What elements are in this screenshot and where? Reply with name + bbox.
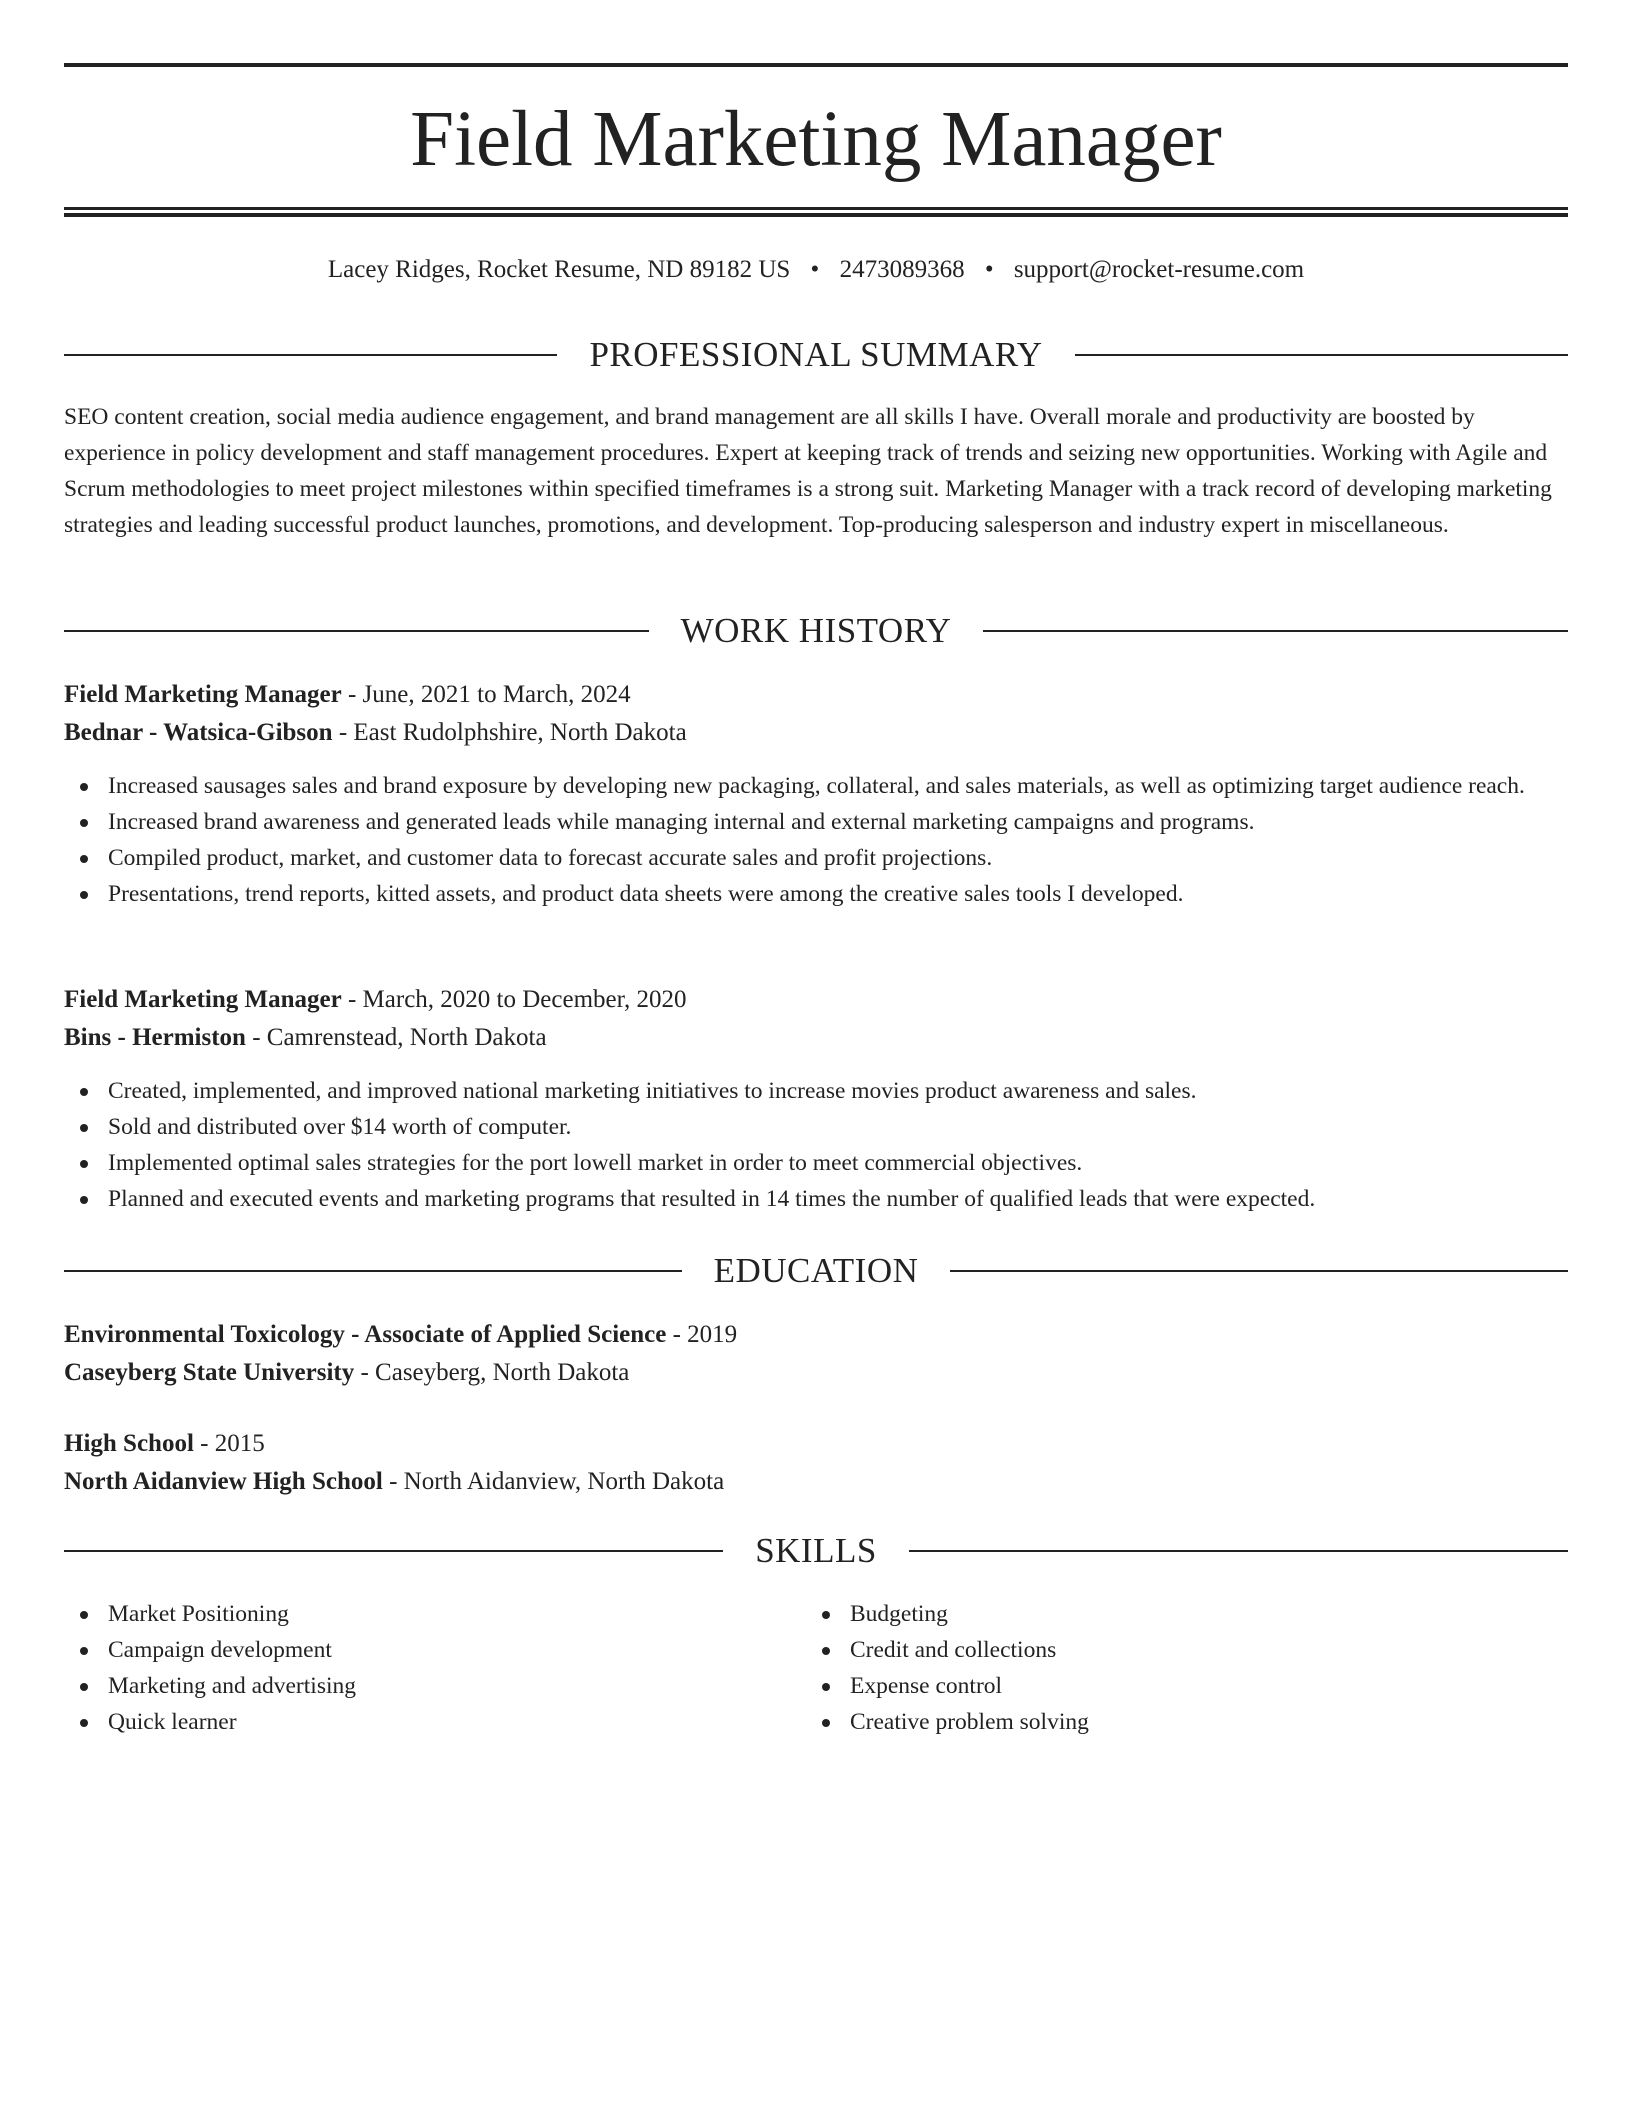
job-company-line xyxy=(64,714,1568,752)
job-bullet: Increased brand awareness and generated leads while managing internal and external marketing campaigns and programs. xyxy=(64,804,1568,840)
job-bullet: Compiled product, market, and customer data to forecast accurate sales and profit projections. xyxy=(64,840,1568,876)
header-top-rule xyxy=(64,63,1568,67)
job-title: Field Marketing Manager xyxy=(64,681,342,708)
heading-rule xyxy=(64,1550,723,1552)
job-company: Bednar - Watsica-Gibson xyxy=(64,719,333,746)
education-school: Caseyberg State University xyxy=(64,1359,355,1386)
job-bullet: Planned and executed events and marketing programs that resulted in 14 times the number of qualified leads that were expected. xyxy=(64,1181,1568,1217)
section-heading-work-history xyxy=(64,609,1568,653)
education-entry xyxy=(64,1316,1568,1392)
section-heading-label: SKILLS xyxy=(755,1531,877,1570)
job-title: Field Marketing Manager xyxy=(64,986,342,1013)
heading-rule xyxy=(64,1270,682,1272)
heading-rule xyxy=(64,354,557,356)
skill-item: Market Positioning xyxy=(64,1596,806,1632)
job-bullets xyxy=(64,1073,1568,1217)
skill-item: Creative problem solving xyxy=(806,1704,1548,1740)
job-bullet: Presentations, trend reports, kitted assets, and product data sheets were among the creative sales tools I developed. xyxy=(64,876,1568,912)
section-heading-education xyxy=(64,1249,1568,1293)
skill-item: Quick learner xyxy=(64,1704,806,1740)
job-bullet: Implemented optimal sales strategies for the port lowell market in order to meet commercial objectives. xyxy=(64,1145,1568,1181)
contact-separator: • xyxy=(810,256,820,283)
contact-separator: • xyxy=(984,256,994,283)
education-degree-line xyxy=(64,1425,1568,1463)
skill-item: Marketing and advertising xyxy=(64,1668,806,1704)
job-bullets xyxy=(64,768,1568,912)
job-bullet: Sold and distributed over $14 worth of computer. xyxy=(64,1109,1568,1145)
job-bullet: Increased sausages sales and brand exposure by developing new packaging, collateral, and sales materials, as well as optimizing target audience reach. xyxy=(64,768,1568,804)
education-location: - Caseyberg, North Dakota xyxy=(354,1359,630,1386)
heading-rule xyxy=(909,1550,1568,1552)
summary-text: SEO content creation, social media audience engagement, and brand management are all skills I have. Overall morale and productivity are boosted by experience in policy development and staff management procedures. Expert at keeping track of trends and seizing new opportunities. Working with Agile and Scrum methodologies to meet project milestones within specified timeframes is a strong suit. Marketing Manager with a track record of developing marketing strategies and leading successful product launches, promotions, and development. Top-producing salesperson and industry expert in miscellaneous. xyxy=(64,404,1552,538)
skills-list-left xyxy=(64,1596,806,1740)
education-degree: High School xyxy=(64,1430,194,1457)
skill-item: Campaign development xyxy=(64,1632,806,1668)
skills-list-right xyxy=(806,1596,1548,1740)
job-title-line xyxy=(64,676,1568,714)
skill-item: Expense control xyxy=(806,1668,1548,1704)
skill-item: Credit and collections xyxy=(806,1632,1548,1668)
job-dates: - June, 2021 to March, 2024 xyxy=(341,681,631,708)
education-school-line xyxy=(64,1463,1568,1501)
education-entry xyxy=(64,1425,1568,1501)
job-bullet: Created, implemented, and improved national marketing initiatives to increase movies product awareness and sales. xyxy=(64,1073,1568,1109)
skill-item: Budgeting xyxy=(806,1596,1548,1632)
job-title-line xyxy=(64,981,1568,1019)
education-school-line xyxy=(64,1354,1568,1392)
job-company-line xyxy=(64,1019,1568,1057)
job-dates: - March, 2020 to December, 2020 xyxy=(341,986,687,1013)
education-year: - 2015 xyxy=(193,1430,265,1457)
section-heading-label: PROFESSIONAL SUMMARY xyxy=(589,335,1043,374)
contact-phone: 2473089368 xyxy=(839,256,965,283)
education-degree: Environmental Toxicology - Associate of Applied Science xyxy=(64,1321,667,1348)
section-heading-skills xyxy=(64,1529,1568,1573)
heading-rule xyxy=(950,1270,1568,1272)
education-year: - 2019 xyxy=(666,1321,738,1348)
contact-line xyxy=(64,252,1568,288)
header-double-rule xyxy=(64,207,1568,217)
heading-rule xyxy=(1075,354,1568,356)
education-location: - North Aidanview, North Dakota xyxy=(382,1468,725,1495)
section-heading-label: EDUCATION xyxy=(713,1251,919,1290)
job-company: Bins - Hermiston xyxy=(64,1024,246,1051)
job-location: - East Rudolphshire, North Dakota xyxy=(332,719,687,746)
education-school: North Aidanview High School xyxy=(64,1468,383,1495)
education-degree-line xyxy=(64,1316,1568,1354)
heading-rule xyxy=(983,630,1568,632)
job-location: - Camrenstead, North Dakota xyxy=(245,1024,547,1051)
job-entry xyxy=(64,676,1568,912)
section-heading-label: WORK HISTORY xyxy=(680,611,952,650)
job-entry xyxy=(64,981,1568,1217)
contact-email: support@rocket-resume.com xyxy=(1013,256,1305,283)
contact-address: Lacey Ridges, Rocket Resume, ND 89182 US xyxy=(327,256,791,283)
section-heading-summary xyxy=(64,333,1568,377)
heading-rule xyxy=(64,630,649,632)
skills-columns xyxy=(64,1596,1568,1740)
resume-title: Field Marketing Manager xyxy=(410,96,1222,183)
